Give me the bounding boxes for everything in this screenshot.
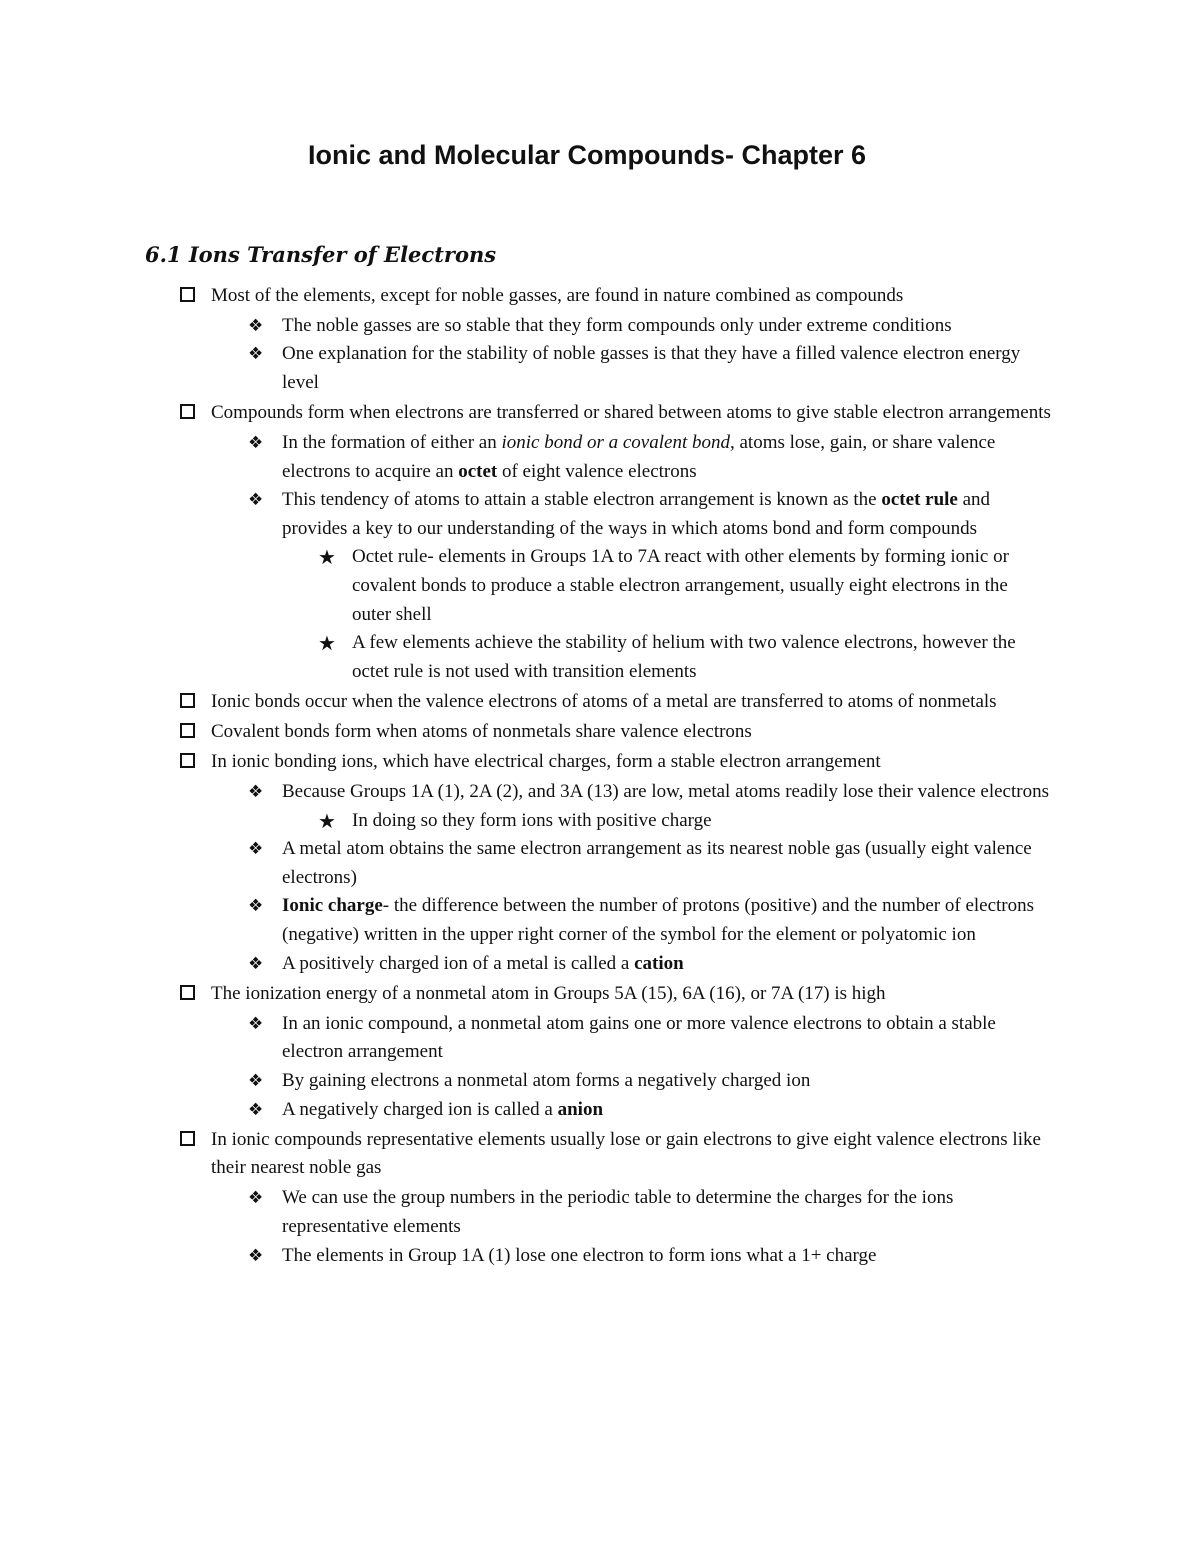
star-bullet-icon: ★ bbox=[318, 631, 336, 656]
list-item: Covalent bonds form when atoms of nonmetals share valence electrons bbox=[211, 718, 1060, 747]
diamond-bullet-icon: ❖ bbox=[248, 839, 264, 860]
list-item: ❖ Because Groups 1A (1), 2A (2), and 3A (13) are low, metal atoms readily lose their valence electrons bbox=[282, 778, 1060, 807]
diamond-bullet-icon: ❖ bbox=[248, 1013, 264, 1034]
list-item: ❖ Ionic charge- the difference between the number of protons (positive) and the number of electrons (negative) written in the upper right corner of the symbol for the element or polyatomic ion bbox=[282, 892, 1060, 949]
checkbox-icon bbox=[180, 753, 195, 768]
document-title: Ionic and Molecular Compounds- Chapter 6 bbox=[307, 140, 867, 170]
list-item: Compounds form when electrons are transferred or shared between atoms to give stable electron arrangements bbox=[211, 399, 1060, 428]
checkbox-icon bbox=[180, 404, 195, 419]
checkbox-icon bbox=[180, 693, 195, 708]
diamond-bullet-icon: ❖ bbox=[248, 1071, 264, 1092]
checkbox-icon bbox=[180, 723, 195, 738]
list-item: In ionic compounds representative elements usually lose or gain electrons to give eight valence electrons like their nearest noble gas bbox=[211, 1126, 1060, 1183]
diamond-bullet-icon: ❖ bbox=[248, 1245, 264, 1266]
section-heading: 6.1 Ions Transfer of Electrons bbox=[145, 242, 497, 267]
diamond-bullet-icon: ❖ bbox=[248, 1099, 264, 1120]
list-item: ★ In doing so they form ions with positive charge bbox=[352, 807, 1040, 836]
list-item: The ionization energy of a nonmetal atom in Groups 5A (15), 6A (16), or 7A (17) is high bbox=[211, 980, 1060, 1009]
list-item: ❖ The elements in Group 1A (1) lose one electron to form ions what a 1+ charge bbox=[282, 1242, 1060, 1271]
diamond-bullet-icon: ❖ bbox=[248, 896, 264, 917]
list-item: ❖ We can use the group numbers in the periodic table to determine the charges for the ions representative elements bbox=[282, 1184, 1060, 1241]
list-item: ❖ In the formation of either an ionic bond or a covalent bond, atoms lose, gain, or share valence electrons to acquire an octet of eight valence electrons bbox=[282, 429, 1060, 486]
list-item: Ionic bonds occur when the valence electrons of atoms of a metal are transferred to atoms of nonmetals bbox=[211, 688, 1060, 717]
checkbox-icon bbox=[180, 1131, 195, 1146]
list-item: ❖ One explanation for the stability of noble gasses is that they have a filled valence electron energy level bbox=[282, 340, 1060, 397]
star-bullet-icon: ★ bbox=[318, 808, 336, 833]
checkbox-icon bbox=[180, 287, 195, 302]
list-item: ★ A few elements achieve the stability of helium with two valence electrons, however the octet rule is not used with transition elements bbox=[318, 631, 1016, 682]
list-item: ★ Octet rule- elements in Groups 1A to 7A react with other elements by forming ionic or covalent bonds to produce a stable electron arrangement, usually eight electrons in the outer shell bbox=[318, 545, 1009, 625]
list-item: Most of the elements, except for noble gasses, are found in nature combined as compounds bbox=[211, 282, 1060, 311]
list-item: ❖ This tendency of atoms to attain a stable electron arrangement is known as the octet rule and provides a key to our understanding of the ways in which atoms bond and form compounds bbox=[282, 486, 1060, 543]
diamond-bullet-icon: ❖ bbox=[248, 344, 264, 365]
list-item: ❖ In an ionic compound, a nonmetal atom gains one or more valence electrons to obtain a stable electron arrangement bbox=[282, 1010, 1060, 1067]
notes-list bbox=[0, 280, 1200, 1270]
diamond-bullet-icon: ❖ bbox=[248, 490, 264, 511]
diamond-bullet-icon: ❖ bbox=[248, 1188, 264, 1209]
diamond-bullet-icon: ❖ bbox=[248, 782, 264, 803]
list-item: ❖ A metal atom obtains the same electron arrangement as its nearest noble gas (usually eight valence electrons) bbox=[282, 835, 1060, 892]
list-item: ❖ The noble gasses are so stable that they form compounds only under extreme conditions bbox=[282, 312, 1060, 341]
list-item: In ionic bonding ions, which have electrical charges, form a stable electron arrangement bbox=[211, 748, 1060, 777]
diamond-bullet-icon: ❖ bbox=[248, 315, 264, 336]
list-item: ❖ A positively charged ion of a metal is called a cation bbox=[282, 950, 1060, 979]
list-item: ❖ By gaining electrons a nonmetal atom forms a negatively charged ion bbox=[282, 1067, 1060, 1096]
checkbox-icon bbox=[180, 985, 195, 1000]
diamond-bullet-icon: ❖ bbox=[248, 953, 264, 974]
list-item: ❖ A negatively charged ion is called a anion bbox=[282, 1096, 1060, 1125]
star-bullet-icon: ★ bbox=[318, 545, 336, 570]
diamond-bullet-icon: ❖ bbox=[248, 432, 264, 453]
